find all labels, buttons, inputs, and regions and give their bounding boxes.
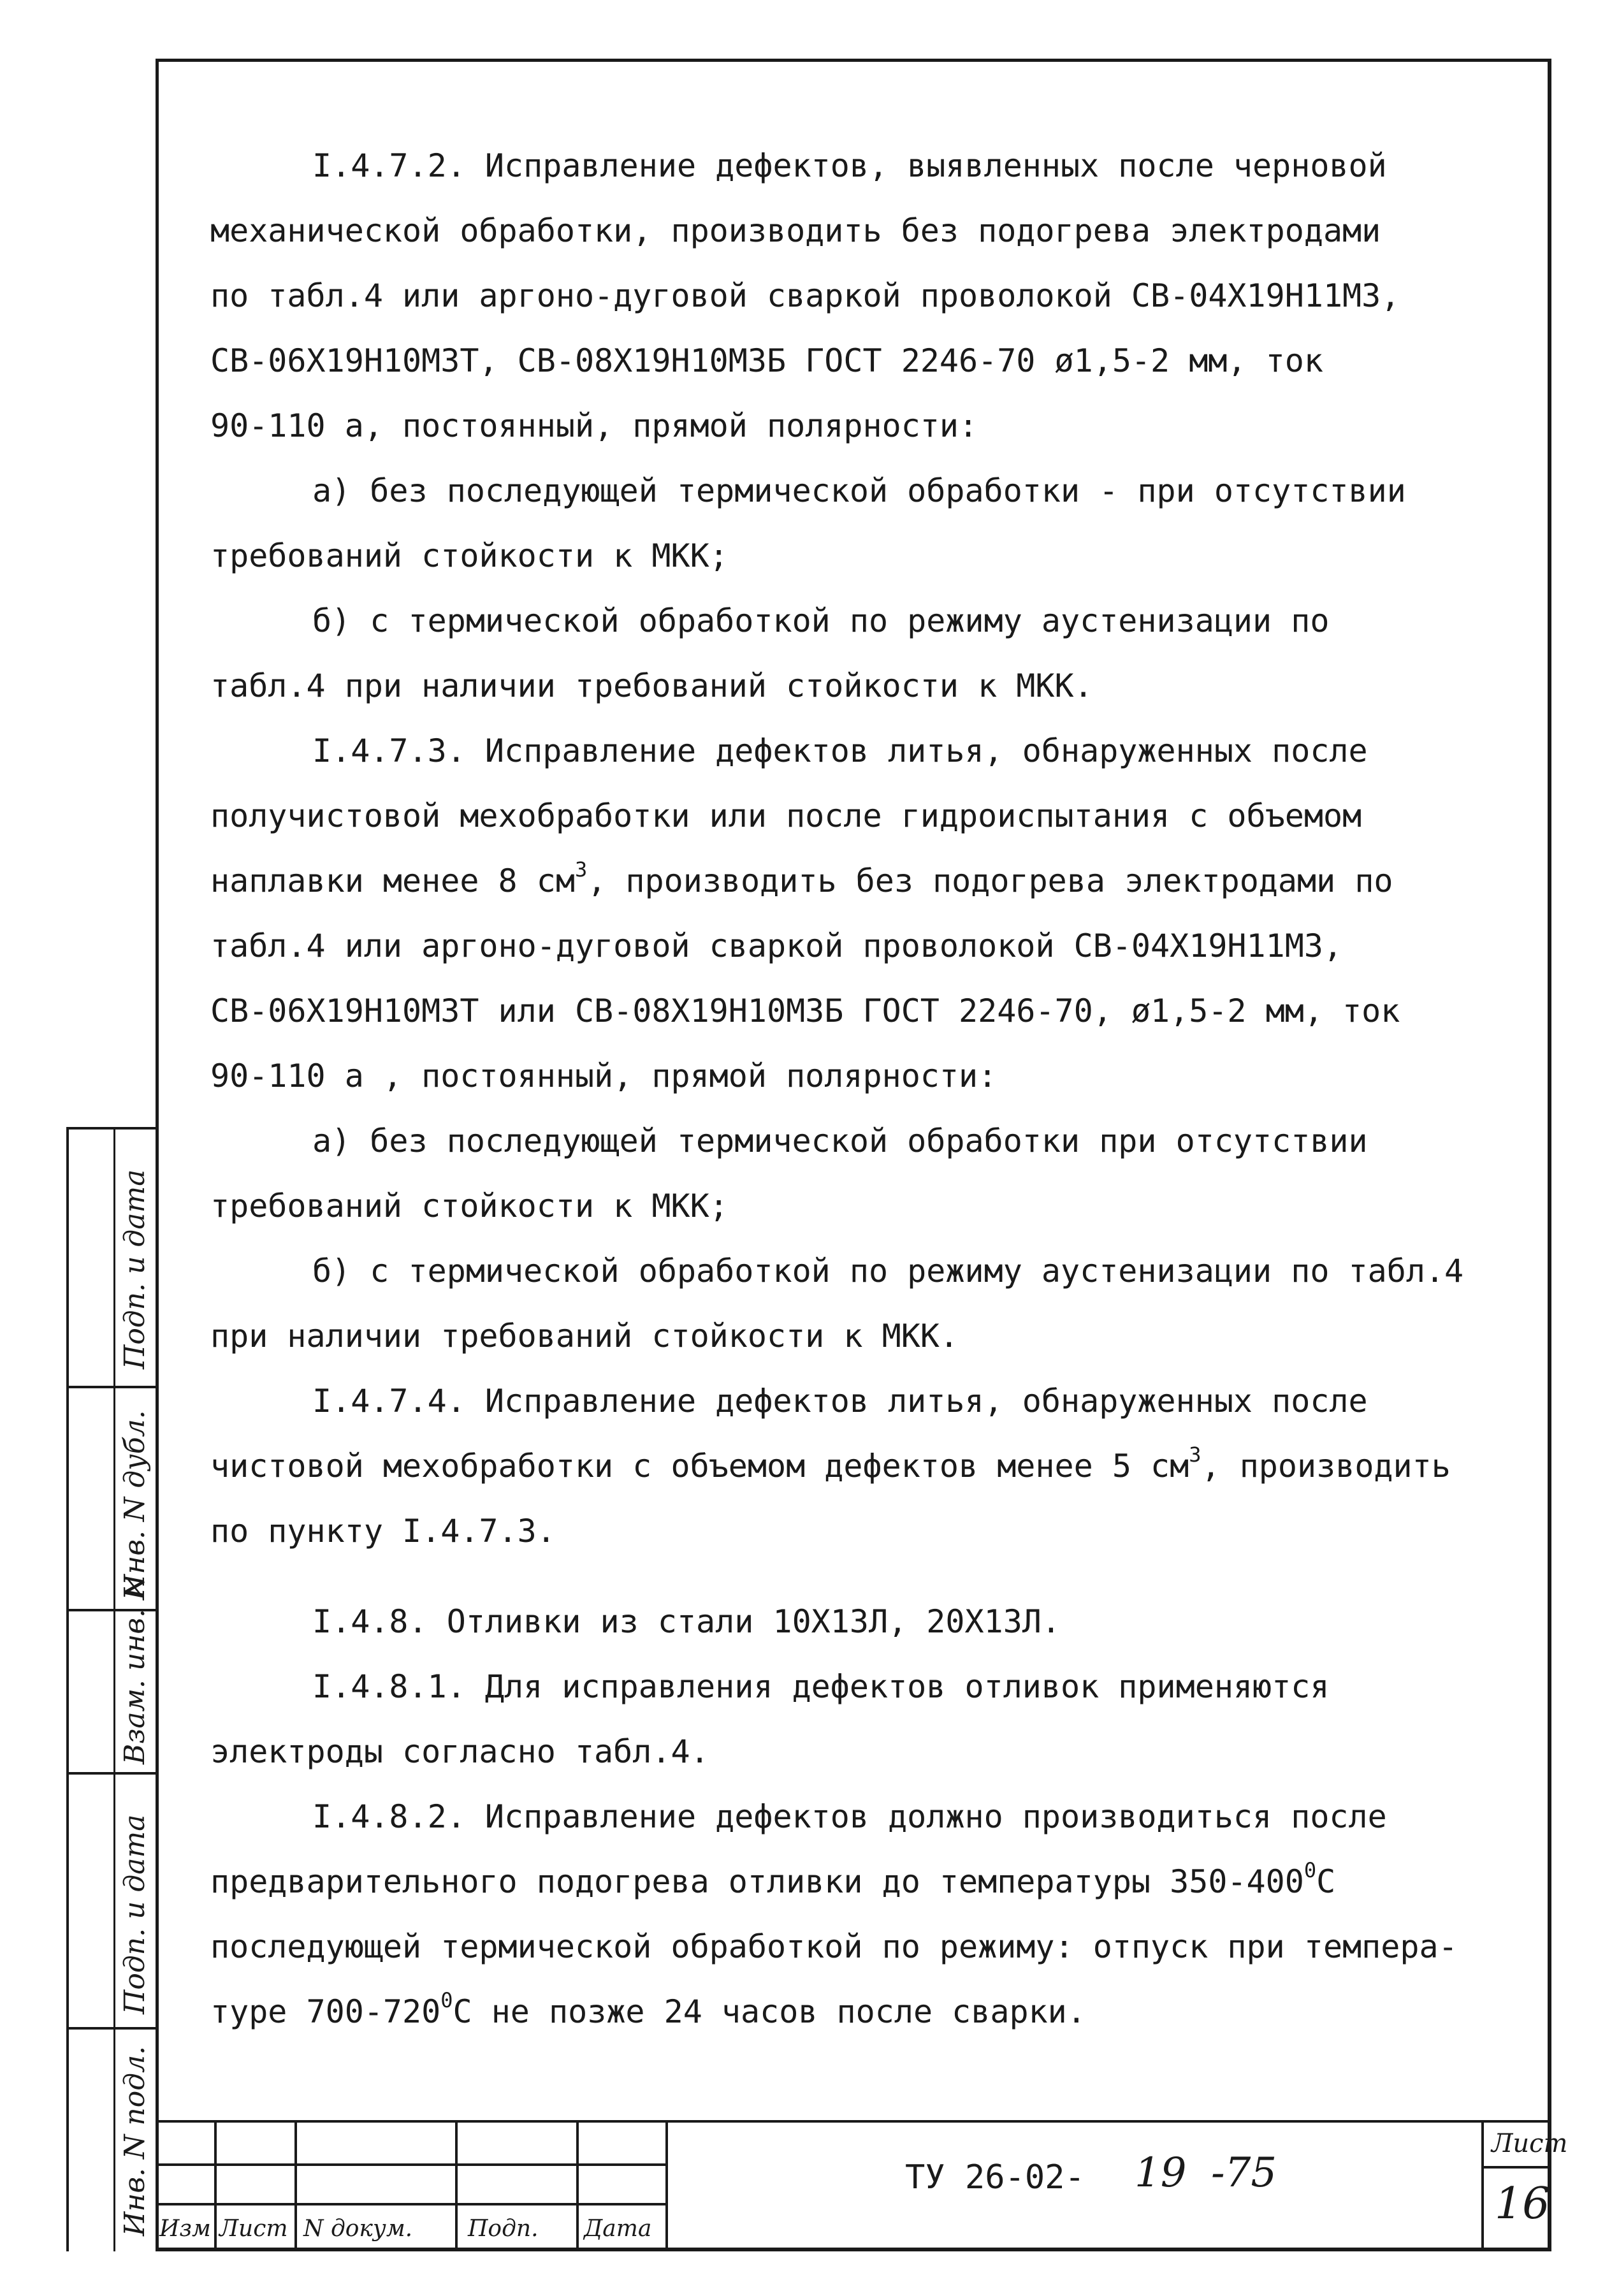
- side-label-podp-data: Подп. и дата: [119, 1169, 151, 1369]
- para-line: СВ-06Х19Н10М3Т, СВ-08Х19Н10М3Б ГОСТ 2246-70 ø1,5-2 мм, ток: [210, 342, 1323, 379]
- sheet-number: 16: [1495, 2179, 1550, 2229]
- text-run: туре 700-720: [210, 1993, 441, 2030]
- para-1-4-7-3-line-1: I.4.7.3. Исправление дефектов литья, обнаруженных после: [312, 732, 1368, 769]
- divider: [156, 2120, 1551, 2123]
- para-line: табл.4 или аргоно-дуговой сваркой проволокой СВ-04Х19Н11М3,: [210, 927, 1343, 964]
- divider: [156, 2163, 665, 2166]
- document-year-handwritten: -75: [1211, 2149, 1277, 2197]
- superscript: 0: [1303, 1858, 1317, 1883]
- item-a-line-2: требований стойкости к МКК;: [210, 1188, 729, 1224]
- superscript: 3: [1189, 1442, 1202, 1467]
- para-line-with-superscript: [210, 857, 1393, 900]
- divider: [156, 2203, 665, 2205]
- para-line: механической обработки, производить без подогрева электродами: [210, 212, 1381, 249]
- superscript: 3: [574, 857, 588, 882]
- text-run: чистовой мехобработки с объемом дефектов менее 5 см: [210, 1448, 1189, 1485]
- item-b-line-2: при наличии требований стойкости к МКК.: [210, 1318, 959, 1355]
- section-1-4-8-heading: I.4.8. Отливки из стали 10Х13Л, 20Х13Л.: [312, 1603, 1061, 1640]
- divider: [455, 2120, 458, 2251]
- item-a-line-1: а) без последующей термической обработки при отсутствии: [312, 1123, 1368, 1159]
- para-line-with-superscript: [210, 1442, 1451, 1485]
- superscript: 0: [440, 1988, 453, 2013]
- label-izm: Изм: [159, 2216, 211, 2242]
- para-line-with-superscript: [210, 1858, 1336, 1901]
- side-label-inv-dubl: Инв. N дубл.: [119, 1410, 151, 1599]
- side-stamp: [66, 1127, 156, 2251]
- divider: [294, 2120, 297, 2251]
- item-b-line-1: б) с термической обработкой по режиму аустенизации по табл.4: [312, 1253, 1464, 1290]
- para-line: 90-110 а, постоянный, прямой полярности:: [210, 407, 978, 444]
- divider: [576, 2120, 579, 2251]
- label-n-dokum: N докум.: [303, 2216, 413, 2242]
- item-b-line-2: табл.4 при наличии требований стойкости к МКК.: [210, 667, 1093, 704]
- para-line: электроды согласно табл.4.: [210, 1733, 709, 1770]
- para-1-4-7-2-line-1: I.4.7.2. Исправление дефектов, выявленных после черновой: [312, 147, 1387, 184]
- text-run: С не позже 24 часов после сварки.: [453, 1993, 1086, 2030]
- para-1-4-7-4-line-1: I.4.7.4. Исправление дефектов литья, обнаруженных после: [312, 1383, 1368, 1420]
- text-run: , производить: [1201, 1448, 1451, 1485]
- para-line: получистовой мехобработки или после гидроиспытания с объемом: [210, 797, 1362, 834]
- para-1-4-8-1-line-1: I.4.8.1. Для исправления дефектов отливок применяются: [312, 1668, 1330, 1705]
- text-run: наплавки менее 8 см: [210, 862, 575, 899]
- title-block: [156, 2120, 1551, 2251]
- document-code: ТУ 26-02-: [905, 2158, 1085, 2197]
- text-run: предварительного подогрева отливки до температуры 350-400: [210, 1863, 1304, 1900]
- side-label-podp-data-2: Подп. и дата: [119, 1814, 151, 2014]
- para-1-4-8-2-line-1: I.4.8.2. Исправление дефектов должно производиться после: [312, 1798, 1387, 1835]
- para-line: СВ-06Х19Н10М3Т или СВ-08Х19Н10М3Б ГОСТ 2246-70, ø1,5-2 мм, ток: [210, 992, 1400, 1029]
- label-data: Дата: [584, 2216, 652, 2242]
- label-list: Лист: [219, 2216, 288, 2242]
- document-number-handwritten: 19: [1135, 2149, 1187, 2197]
- label-podp: Подп.: [468, 2216, 539, 2242]
- para-line: по пункту I.4.7.3.: [210, 1513, 556, 1550]
- para-line-with-superscript: [210, 1988, 1086, 2031]
- sheet-label: Лист: [1492, 2129, 1568, 2158]
- divider: [665, 2120, 668, 2251]
- text-run: С: [1316, 1863, 1336, 1900]
- divider: [1481, 2120, 1484, 2251]
- side-label-inv-podl: Инв. N подл.: [119, 2045, 151, 2236]
- para-line: последующей термической обработкой по режиму: отпуск при темпера-: [210, 1928, 1458, 1965]
- divider: [1481, 2166, 1551, 2169]
- divider: [113, 1127, 115, 2251]
- para-line: по табл.4 или аргоно-дуговой сваркой проволокой СВ-04Х19Н11М3,: [210, 277, 1400, 314]
- side-label-vzam-inv: Взам. инв. N: [119, 1575, 151, 1764]
- item-a-line-2: требований стойкости к МКК;: [210, 537, 729, 574]
- item-b-line-1: б) с термической обработкой по режиму аустенизации по: [312, 602, 1330, 639]
- divider: [214, 2120, 217, 2251]
- item-a-line-1: а) без последующей термической обработки - при отсутствии: [312, 472, 1406, 509]
- para-line: 90-110 а , постоянный, прямой полярности:: [210, 1057, 998, 1094]
- text-run: , производить без подогрева электродами по: [587, 862, 1393, 899]
